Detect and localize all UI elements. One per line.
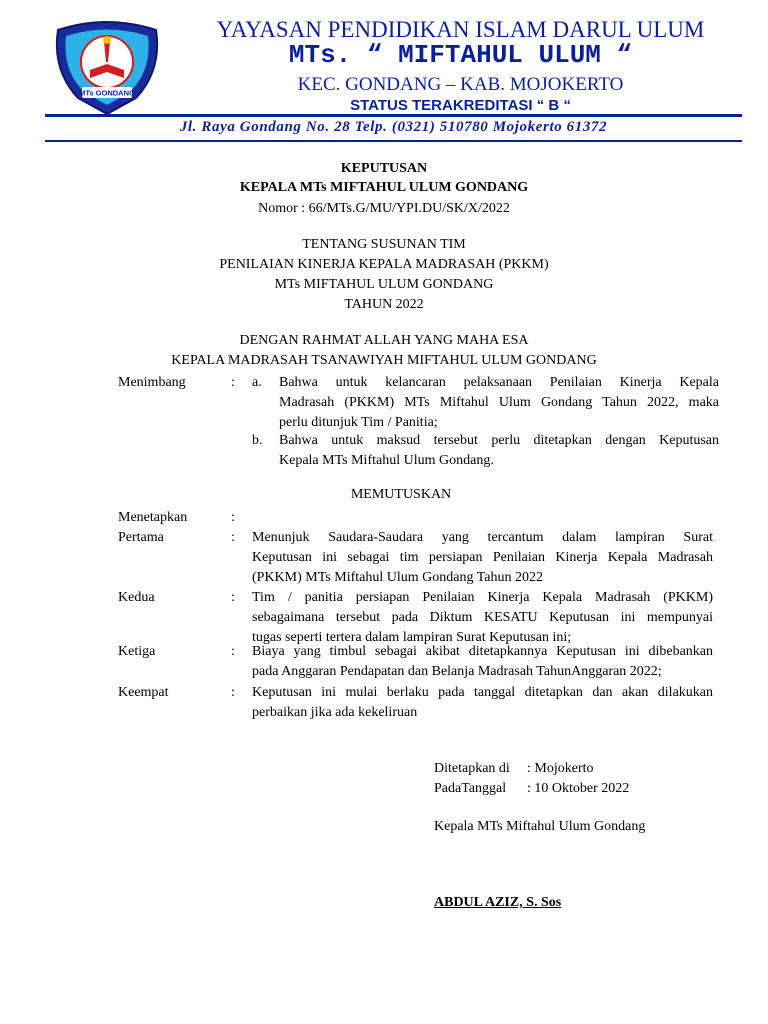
- considering-b-line: Bahwa untuk maksud tersebut perlu ditetapkan dengan Keputusan: [279, 433, 719, 448]
- considering-colon: :: [231, 375, 235, 390]
- preamble-line-1: DENGAN RAHMAT ALLAH YANG MAHA ESA: [239, 333, 529, 348]
- first-line: (PKKM) MTs Miftahul Ulum Gondang Tahun 2022: [252, 570, 543, 585]
- logo-text: MTs GONDANG: [79, 88, 135, 98]
- decree-about-4: TAHUN 2022: [344, 297, 424, 312]
- accreditation-status: STATUS TERAKREDITASI “ B “: [350, 97, 571, 114]
- second-label: Kedua: [118, 590, 155, 605]
- decree-number: Nomor : 66/MTs.G/MU/YPI.DU/SK/X/2022: [258, 201, 510, 216]
- second-text: [252, 588, 713, 648]
- school-region: KEC. GONDANG – KAB. MOJOKERTO: [297, 74, 624, 95]
- preamble-line-2: KEPALA MADRASAH TSANAWIYAH MIFTAHUL ULUM GONDANG: [171, 353, 597, 368]
- third-line: pada Anggaran Pendapatan dan Belanja Madrasah TahunAnggaran 2022;: [252, 664, 662, 679]
- fourth-colon: :: [231, 685, 235, 700]
- second-line: sebagaimana tersebut pada Diktum KESATU Keputusan ini mempunyai: [252, 610, 713, 625]
- second-line: tugas seperti tertera dalam lampiran Surat Keputusan ini;: [252, 630, 572, 645]
- fourth-text: [252, 683, 713, 723]
- third-label: Ketiga: [118, 644, 156, 659]
- decides-heading: MEMUTUSKAN: [350, 487, 452, 502]
- signature-date-label: PadaTanggal: [434, 781, 507, 796]
- first-line: Menunjuk Saudara-Saudara yang tercantum dalam lampiran Surat: [252, 530, 713, 545]
- decree-title: KEPUTUSAN: [340, 161, 428, 176]
- considering-b-text: [279, 431, 719, 471]
- signature-date-value: : 10 Oktober 2022: [527, 781, 630, 796]
- considering-a-marker: a.: [252, 375, 262, 390]
- second-line: Tim / panitia persiapan Penilaian Kinerja Kepala Madrasah (PKKM): [252, 590, 713, 605]
- third-text: [252, 642, 713, 682]
- considering-a-text: [279, 373, 719, 433]
- foundation-name: YAYASAN PENDIDIKAN ISLAM DARUL ULUM: [216, 17, 705, 42]
- signature-place-value: : Mojokerto: [527, 761, 594, 776]
- considering-a-line: Bahwa untuk kelancaran pelaksanaan Penilaian Kinerja Kepala: [279, 375, 719, 390]
- signature-position: Kepala MTs Miftahul Ulum Gondang: [434, 819, 646, 834]
- first-text: [252, 528, 713, 588]
- fourth-line: perbaikan jika ada kekeliruan: [252, 705, 418, 720]
- considering-a-line: Madrasah (PKKM) MTs Miftahul Ulum Gondang Tahun 2022, maka: [279, 395, 719, 410]
- signatory-name: ABDUL AZIZ, S. Sos: [434, 895, 562, 910]
- fourth-label: Keempat: [118, 685, 169, 700]
- school-name: MTs. “ MIFTAHUL ULUM “: [288, 40, 633, 70]
- considering-label: Menimbang: [118, 375, 186, 390]
- decree-about-1: TENTANG SUSUNAN TIM: [302, 237, 466, 252]
- third-line: Biaya yang timbul sebagai akibat ditetapkannya Keputusan ini dibebankan: [252, 644, 713, 659]
- school-logo: [48, 10, 166, 118]
- school-address: Jl. Raya Gondang No. 28 Telp. (0321) 510780 Mojokerto 61372: [179, 119, 608, 135]
- signature-place-label: Ditetapkan di: [434, 761, 510, 776]
- considering-b-line: Kepala MTs Miftahul Ulum Gondang.: [279, 453, 494, 468]
- decree-about-2: PENILAIAN KINERJA KEPALA MADRASAH (PKKM): [219, 257, 549, 272]
- first-colon: :: [231, 530, 235, 545]
- establish-colon: :: [231, 510, 235, 525]
- header-rule-top: [45, 114, 742, 117]
- first-line: Keputusan ini sebagai tim persiapan Penilaian Kinerja Kepala Madrasah: [252, 550, 713, 565]
- third-colon: :: [231, 644, 235, 659]
- decree-issuer: KEPALA MTs MIFTAHUL ULUM GONDANG: [239, 180, 529, 195]
- first-label: Pertama: [118, 530, 164, 545]
- fourth-line: Keputusan ini mulai berlaku pada tanggal ditetapkan dan akan dilakukan: [252, 685, 713, 700]
- considering-b-marker: b.: [252, 433, 263, 448]
- establish-label: Menetapkan: [118, 510, 188, 525]
- header-rule-bottom: [45, 140, 742, 142]
- considering-a-line: perlu ditunjuk Tim / Panitia;: [279, 415, 438, 430]
- second-colon: :: [231, 590, 235, 605]
- decree-about-3: MTs MIFTAHUL ULUM GONDANG: [274, 277, 494, 292]
